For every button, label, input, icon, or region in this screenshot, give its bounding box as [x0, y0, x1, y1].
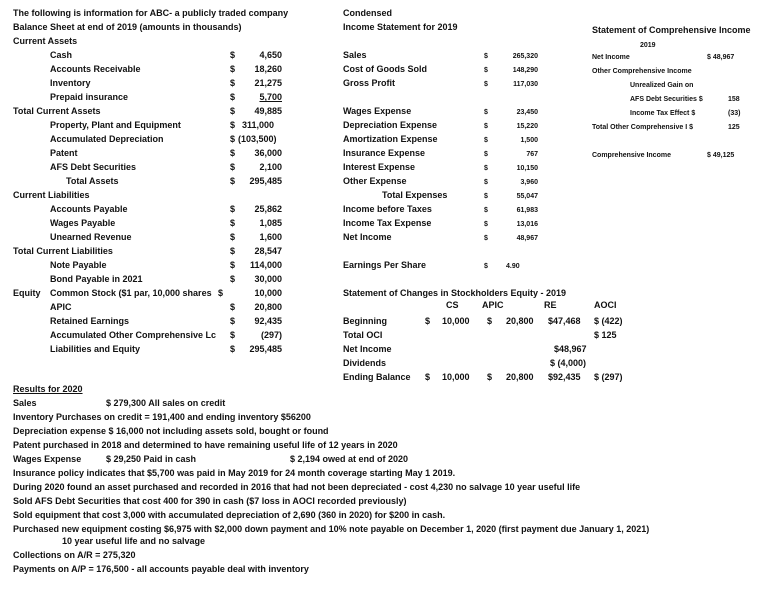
results-line: Sold AFS Debt Securities that cost 400 for 390 in cash ($7 loss in AOCI recorded previously) — [13, 496, 407, 506]
bs-np-value: 114,000 — [249, 260, 282, 270]
is-other-label: Other Expense — [343, 176, 407, 186]
ci-unrealized-label: Unrealized Gain on — [630, 82, 694, 89]
bs-re-value: 92,435 — [254, 316, 282, 326]
se-div-label: Dividends — [343, 358, 387, 368]
dollar: $ — [230, 50, 236, 60]
results-line: 10 year useful life and no salvage — [62, 536, 206, 546]
se-header-apic: APIC — [482, 300, 504, 310]
results-line: Payments on A/P = 176,500 - all accounts payable deal with inventory — [13, 564, 309, 574]
results-line: Sold equipment that cost 3,000 with accumulated depreciation of 2,690 (360 in 2020) for $200 in cash. — [13, 510, 446, 520]
bs-aoci-label: Accumulated Other Comprehensive Lc — [50, 330, 217, 340]
is-int-label: Interest Expense — [343, 162, 416, 172]
results-line: Inventory Purchases on credit = 191,400 and ending inventory $56200 — [13, 412, 311, 422]
is-dep-label: Depreciation Expense — [343, 120, 438, 130]
dollar: $ — [230, 302, 236, 312]
results-wages-owed: $ 2,194 owed at end of 2020 — [290, 454, 409, 464]
bs-ar-value: 18,260 — [254, 64, 282, 74]
bs-le-value: 295,485 — [249, 344, 282, 354]
dollar: $ — [484, 81, 488, 88]
bs-ap-value: 25,862 — [254, 204, 282, 214]
bs-ta-value: 295,485 — [249, 176, 282, 186]
dollar: $ — [484, 151, 488, 158]
dollar: $ — [230, 204, 236, 214]
dollar: $ — [425, 316, 431, 326]
dollar: $ — [487, 372, 493, 382]
dollar: $ — [230, 232, 236, 242]
se-beginning-label: Beginning — [343, 316, 387, 326]
dollar: $ — [484, 179, 488, 186]
bs-le-label: Liabilities and Equity — [50, 344, 141, 354]
is-title-2: Income Statement for 2019 — [343, 22, 458, 32]
results-sales-value: $ 279,300 All sales on credit — [106, 398, 226, 408]
dollar: $ — [484, 221, 488, 228]
ci-ni-value: $ 48,967 — [707, 54, 735, 61]
se-end-label: Ending Balance — [343, 372, 411, 382]
dollar: $ — [487, 316, 493, 326]
bs-ppe-label: Property, Plant and Equipment — [50, 120, 181, 130]
bs-ppe-value: 311,000 — [242, 120, 275, 130]
ci-year: 2019 — [640, 42, 656, 49]
ci-toci-label: Total Other Comprehensive I $ — [592, 124, 694, 131]
ci-ci-label: Comprehensive Income — [592, 152, 671, 159]
se-beginning-aoci: $ (422) — [594, 316, 623, 326]
bs-tcl-value: 28,547 — [254, 246, 282, 256]
bs-inventory-label: Inventory — [50, 78, 91, 88]
is-te-label: Total Expenses — [382, 190, 448, 200]
results-title: Results for 2020 — [13, 384, 83, 394]
dollar: $ — [230, 176, 236, 186]
bs-current-assets-header: Current Assets — [13, 36, 78, 46]
bs-apic-value: 20,800 — [254, 302, 282, 312]
bs-wp-label: Wages Payable — [50, 218, 116, 228]
bs-cs-value: 10,000 — [254, 288, 282, 298]
dollar: $ — [230, 274, 236, 284]
dollar: $ — [230, 64, 236, 74]
dollar: $ — [230, 246, 236, 256]
results-line: Collections on A/R = 275,320 — [13, 550, 136, 560]
results-line: Purchased new equipment costing $6,975 with $2,000 down payment and 10% note payable on December 1, 2020 (first payment due January 1, 2021) — [13, 524, 650, 534]
bs-apic-label: APIC — [50, 302, 72, 312]
dollar: $ — [230, 78, 236, 88]
bs-aoci-value: (297) — [260, 330, 282, 340]
bs-re-label: Retained Earnings — [50, 316, 130, 326]
dollar: $ — [230, 344, 236, 354]
results-wages-label: Wages Expense — [13, 454, 82, 464]
is-cogs-value: 148,290 — [512, 67, 538, 74]
se-end-cs: 10,000 — [442, 372, 470, 382]
is-ni-label: Net Income — [343, 232, 392, 242]
ci-afs-label: AFS Debt Securities $ — [630, 96, 703, 103]
dollar: $ — [484, 123, 488, 130]
bs-patent-label: Patent — [50, 148, 78, 158]
is-sales-label: Sales — [343, 50, 367, 60]
se-end-apic: 20,800 — [506, 372, 534, 382]
se-ni-re: $48,967 — [554, 344, 587, 354]
is-eps-label: Earnings Per Share — [343, 260, 427, 270]
dollar: $ — [425, 372, 431, 382]
bs-tca-value: 49,885 — [254, 106, 282, 116]
dollar: $ — [230, 162, 236, 172]
ci-oci-label: Other Comprehensive Income — [592, 68, 692, 75]
bs-patent-value: 36,000 — [254, 148, 282, 158]
bs-equity-prefix: Equity — [13, 288, 41, 298]
se-header-re: RE — [544, 300, 557, 310]
is-amort-value: 1,500 — [520, 137, 538, 144]
dollar: $ — [230, 260, 236, 270]
bs-np-label: Note Payable — [50, 260, 107, 270]
bs-afs-value: 2,100 — [259, 162, 282, 172]
bs-cash-value: 4,650 — [259, 50, 282, 60]
results-line: Insurance policy indicates that $5,700 was paid in May 2019 for 24 month coverage starting May 1 2019. — [13, 468, 456, 478]
se-beginning-apic: 20,800 — [506, 316, 534, 326]
dollar: $ — [218, 288, 224, 298]
dollar: $ — [230, 330, 236, 340]
dollar: $ — [484, 109, 488, 116]
is-other-value: 3,960 — [520, 179, 538, 186]
dollar: $ — [484, 193, 488, 200]
bs-afs-label: AFS Debt Securities — [50, 162, 137, 172]
ci-title: Statement of Comprehensive Income — [592, 25, 751, 35]
dollar: $ — [484, 207, 488, 214]
dollar: $ — [230, 120, 236, 130]
is-ibt-value: 61,983 — [516, 207, 538, 214]
is-te-value: 55,047 — [516, 193, 538, 200]
results-line: During 2020 found an asset purchased and recorded in 2016 that had not been depreciated - cost 4,230 no salvage 10 year useful life — [13, 482, 581, 492]
bs-prepaid-value: 5,700 — [259, 92, 282, 102]
se-oci-aoci: $ 125 — [594, 330, 617, 340]
ci-tax-label: Income Tax Effect $ — [630, 110, 696, 117]
bs-ar-label: Accounts Receivable — [50, 64, 141, 74]
dollar: $ — [484, 67, 488, 74]
bs-cash-label: Cash — [50, 50, 73, 60]
se-beginning-cs: 10,000 — [442, 316, 470, 326]
se-header-aoci: AOCI — [594, 300, 617, 310]
bs-accdep-label: Accumulated Depreciation — [50, 134, 164, 144]
dollar: $ — [230, 92, 236, 102]
is-int-value: 10,150 — [516, 165, 538, 172]
results-line: Depreciation expense $ 16,000 not including assets sold, bought or found — [13, 426, 329, 436]
is-ins-value: 767 — [526, 151, 538, 158]
ci-tax-value: (33) — [728, 110, 741, 117]
bs-bp-label: Bond Payable in 2021 — [50, 274, 143, 284]
se-beginning-re: $47,468 — [548, 316, 581, 326]
bs-inventory-value: 21,275 — [254, 78, 282, 88]
bs-cs-label: Common Stock ($1 par, 10,000 shares — [50, 288, 212, 298]
is-gp-value: 117,030 — [513, 81, 538, 88]
is-tax-label: Income Tax Expense — [343, 218, 432, 228]
is-tax-value: 13,016 — [516, 221, 538, 228]
dollar: $ — [484, 137, 488, 144]
se-header-cs: CS — [446, 300, 459, 310]
ci-ci-value: $ 49,125 — [707, 152, 735, 159]
dollar: $ — [230, 218, 236, 228]
bs-title-1: The following is information for ABC- a publicly traded company — [13, 8, 289, 18]
dollar: $ — [484, 165, 488, 172]
is-title-1: Condensed — [343, 8, 393, 18]
se-div-re: $ (4,000) — [550, 358, 587, 368]
is-ibt-label: Income before Taxes — [343, 204, 432, 214]
is-gp-label: Gross Profit — [343, 78, 396, 88]
is-ni-value: 48,967 — [516, 235, 538, 242]
is-ins-label: Insurance Expense — [343, 148, 426, 158]
is-dep-value: 15,220 — [516, 123, 538, 130]
bs-ur-label: Unearned Revenue — [50, 232, 132, 242]
bs-prepaid-label: Prepaid insurance — [50, 92, 129, 102]
se-end-aoci: $ (297) — [594, 372, 623, 382]
results-sales-label: Sales — [13, 398, 37, 408]
dollar: $ — [484, 263, 488, 270]
dollar: $ — [230, 106, 236, 116]
dollar: $ — [230, 316, 236, 326]
is-amort-label: Amortization Expense — [343, 134, 438, 144]
bs-current-liabilities-header: Current Liabilities — [13, 190, 90, 200]
ci-afs-value: 158 — [728, 96, 740, 103]
dollar: $ — [484, 235, 488, 242]
bs-ap-label: Accounts Payable — [50, 204, 128, 214]
bs-accdep-value: (103,500) — [238, 134, 277, 144]
is-wages-value: 23,450 — [516, 109, 538, 116]
results-line: Patent purchased in 2018 and determined to have remaining useful life of 12 years in 2020 — [13, 440, 398, 450]
bs-tca-label: Total Current Assets — [13, 106, 101, 116]
dollar: $ — [230, 134, 236, 144]
results-wages-paid: $ 29,250 Paid in cash — [106, 454, 197, 464]
is-cogs-label: Cost of Goods Sold — [343, 64, 427, 74]
bs-title-2: Balance Sheet at end of 2019 (amounts in thousands) — [13, 22, 242, 32]
se-ni-label: Net Income — [343, 344, 392, 354]
bs-ur-value: 1,600 — [259, 232, 282, 242]
is-wages-label: Wages Expense — [343, 106, 412, 116]
bs-tcl-label: Total Current Liabilities — [13, 246, 113, 256]
ci-ni-label: Net Income — [592, 54, 630, 61]
se-oci-label: Total OCI — [343, 330, 383, 340]
bs-wp-value: 1,085 — [259, 218, 282, 228]
bs-bp-value: 30,000 — [254, 274, 282, 284]
is-sales-value: 265,320 — [512, 53, 538, 60]
ci-toci-value: 125 — [728, 124, 740, 131]
is-eps-value: 4.90 — [506, 263, 520, 270]
bs-ta-label: Total Assets — [66, 176, 119, 186]
dollar: $ — [484, 53, 488, 60]
se-end-re: $92,435 — [548, 372, 581, 382]
se-title: Statement of Changes in Stockholders Equity - 2019 — [343, 288, 567, 298]
dollar: $ — [230, 148, 236, 158]
